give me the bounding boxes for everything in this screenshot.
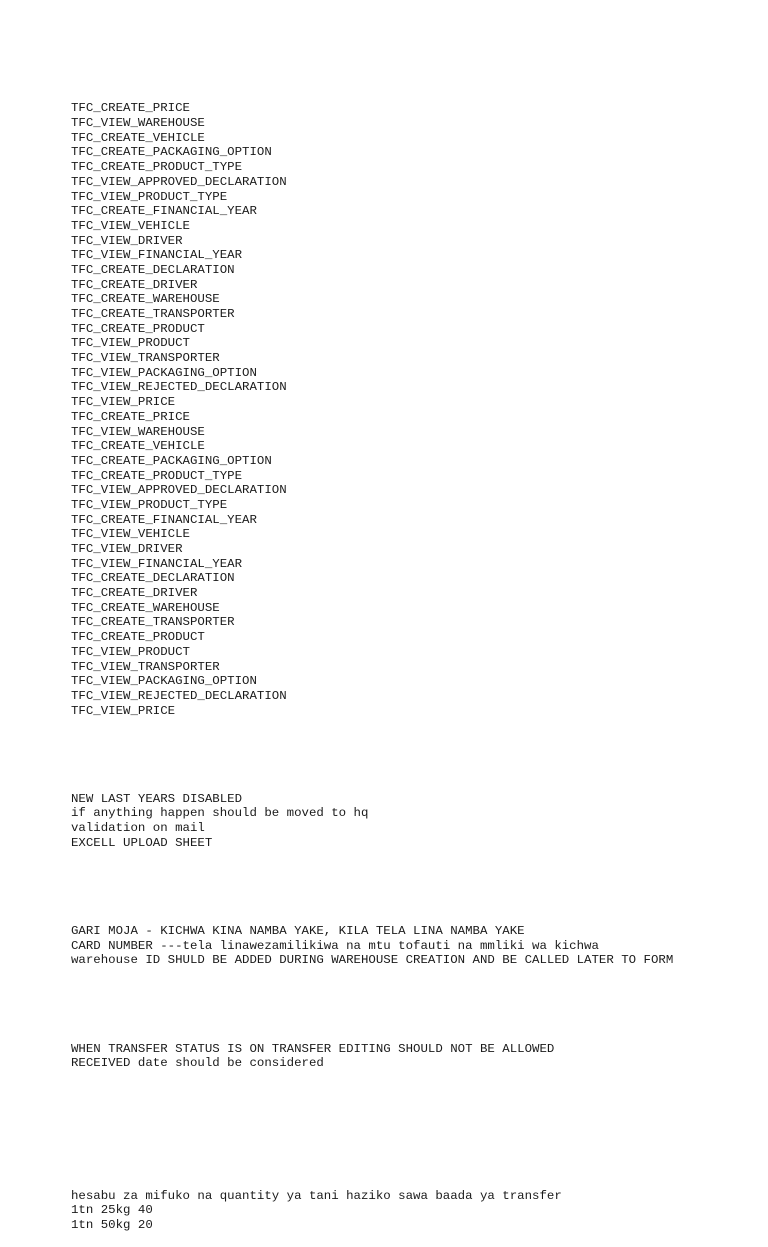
note-line: if anything happen should be moved to hq	[71, 806, 369, 821]
permission-line: TFC_CREATE_PRODUCT	[71, 321, 205, 336]
note-line: CARD NUMBER ---tela linawezamilikiwa na mtu tofauti na mmliki wa kichwa	[71, 938, 599, 953]
note-line: EXCELL UPLOAD SHEET	[71, 835, 213, 850]
permission-line: TFC_CREATE_PRODUCT_TYPE	[71, 160, 243, 175]
permission-line: TFC_VIEW_TRANSPORTER	[71, 659, 220, 674]
permission-line: TFC_VIEW_PRODUCT	[71, 644, 190, 659]
permission-line: TFC_VIEW_VEHICLE	[71, 527, 190, 542]
document-body	[71, 72, 751, 1247]
permission-line: TFC_CREATE_VEHICLE	[71, 130, 205, 145]
permission-line: TFC_CREATE_PRICE	[71, 101, 190, 116]
note-line: WHEN TRANSFER STATUS IS ON TRANSFER EDITING SHOULD NOT BE ALLOWED	[71, 1041, 555, 1056]
note-line: GARI MOJA - KICHWA KINA NAMBA YAKE, KILA TELA LINA NAMBA YAKE	[71, 924, 525, 939]
blank-line	[71, 880, 751, 895]
permission-line: TFC_CREATE_DRIVER	[71, 586, 198, 601]
note-line: warehouse ID SHULD BE ADDED DURING WAREHOUSE CREATION AND BE CALLED LATER TO FORM	[71, 953, 674, 968]
permission-line: TFC_VIEW_REJECTED_DECLARATION	[71, 688, 287, 703]
permission-line: TFC_VIEW_REJECTED_DECLARATION	[71, 380, 287, 395]
permission-line: TFC_VIEW_PRICE	[71, 703, 176, 718]
permission-line: TFC_VIEW_DRIVER	[71, 233, 183, 248]
permission-line: TFC_CREATE_PRODUCT_TYPE	[71, 468, 243, 483]
permission-line: TFC_CREATE_WAREHOUSE	[71, 600, 220, 615]
permission-line: TFC_CREATE_TRANSPORTER	[71, 615, 235, 630]
permission-line: TFC_VIEW_PACKAGING_OPTION	[71, 365, 257, 380]
permission-line: TFC_VIEW_PRICE	[71, 395, 176, 410]
note-line: 1tn 50kg 20	[71, 1217, 153, 1232]
permission-line: TFC_VIEW_PACKAGING_OPTION	[71, 674, 257, 689]
permission-line: TFC_CREATE_PRODUCT	[71, 630, 205, 645]
permission-line: TFC_VIEW_DRIVER	[71, 542, 183, 557]
permission-line: TFC_CREATE_VEHICLE	[71, 439, 205, 454]
notes-section-2	[71, 924, 751, 968]
permission-line: TFC_CREATE_PACKAGING_OPTION	[71, 145, 272, 160]
permission-line: TFC_VIEW_PRODUCT	[71, 336, 190, 351]
permission-line: TFC_CREATE_FINANCIAL_YEAR	[71, 512, 257, 527]
permission-line: TFC_CREATE_PACKAGING_OPTION	[71, 453, 272, 468]
permission-line: TFC_CREATE_DECLARATION	[71, 571, 235, 586]
blank-line	[71, 1100, 751, 1115]
permissions-list-1	[71, 101, 751, 718]
permission-line: TFC_VIEW_VEHICLE	[71, 218, 190, 233]
note-line: hesabu za mifuko na quantity ya tani haziko sawa baada ya transfer	[71, 1188, 562, 1203]
permission-line: TFC_VIEW_WAREHOUSE	[71, 116, 205, 131]
permission-line: TFC_CREATE_TRANSPORTER	[71, 307, 235, 322]
permission-line: TFC_CREATE_WAREHOUSE	[71, 292, 220, 307]
notes-section-4	[71, 1189, 751, 1233]
permission-line: TFC_VIEW_WAREHOUSE	[71, 424, 205, 439]
permission-line: TFC_VIEW_PRODUCT_TYPE	[71, 189, 228, 204]
permission-line: TFC_CREATE_DRIVER	[71, 277, 198, 292]
notes-section-1	[71, 792, 751, 851]
note-line: NEW LAST YEARS DISABLED	[71, 791, 243, 806]
permission-line: TFC_VIEW_PRODUCT_TYPE	[71, 497, 228, 512]
permission-line: TFC_VIEW_APPROVED_DECLARATION	[71, 174, 287, 189]
blank-line	[71, 998, 751, 1013]
permission-line: TFC_VIEW_FINANCIAL_YEAR	[71, 556, 243, 571]
permission-line: TFC_CREATE_FINANCIAL_YEAR	[71, 204, 257, 219]
permission-line: TFC_CREATE_PRICE	[71, 409, 190, 424]
permission-line: TFC_VIEW_TRANSPORTER	[71, 351, 220, 366]
note-line: RECEIVED date should be considered	[71, 1056, 324, 1071]
permission-line: TFC_VIEW_APPROVED_DECLARATION	[71, 483, 287, 498]
notes-section-3	[71, 1042, 751, 1071]
blank-line	[71, 748, 751, 763]
permission-line: TFC_CREATE_DECLARATION	[71, 262, 235, 277]
blank-line	[71, 1144, 751, 1159]
permission-line: TFC_VIEW_FINANCIAL_YEAR	[71, 248, 243, 263]
note-line: validation on mail	[71, 821, 205, 836]
note-line: 1tn 25kg 40	[71, 1203, 153, 1218]
